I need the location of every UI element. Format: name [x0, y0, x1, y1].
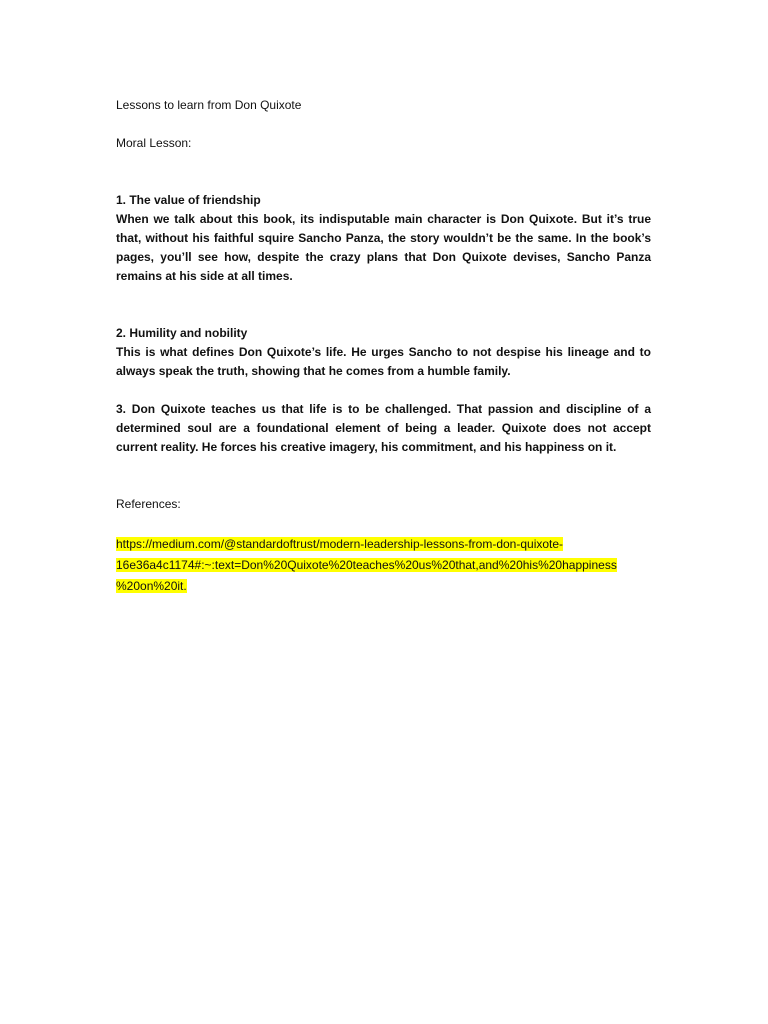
section-body-humility: This is what defines Don Quixote’s life. He urges Sancho to not despise his lineage and to always speak the truth, showing that he comes from a humble family. — [116, 345, 651, 378]
moral-lesson-label: Moral Lesson: — [116, 136, 192, 150]
reference-link[interactable] — [116, 534, 651, 597]
spacer — [116, 457, 651, 495]
document-page — [116, 96, 651, 597]
section-body-challenge: 3. Don Quixote teaches us that life is to be challenged. That passion and discipline of a determined soul are a foundational element of being a leader. Quixote does not accept current reality. He forces his creative imagery, his commitment, and his happiness on it. — [116, 402, 651, 454]
reference-link-line-2[interactable]: 16e36a4c1174#:~:text=Don%20Quixote%20teaches%20us%20that,and%20his%20happiness — [116, 558, 617, 572]
spacer — [116, 514, 651, 534]
spacer — [116, 115, 651, 134]
reference-link-line-1[interactable]: https://medium.com/@standardoftrust/modern-leadership-lessons-from-don-quixote- — [116, 537, 564, 551]
spacer — [116, 286, 651, 324]
section-heading-humility: 2. Humility and nobility — [116, 326, 248, 340]
reference-link-line-3[interactable]: %20on%20it. — [116, 579, 187, 593]
document-title: Lessons to learn from Don Quixote — [116, 98, 302, 112]
spacer — [116, 153, 651, 191]
section-heading-friendship: 1. The value of friendship — [116, 193, 261, 207]
spacer — [116, 381, 651, 400]
references-label: References: — [116, 497, 181, 511]
section-body-friendship: When we talk about this book, its indisputable main character is Don Quixote. But it’s true that, without his faithful squire Sancho Panza, the story wouldn’t be the same. In the book’s pages, you’ll see how, despite the crazy plans that Don Quixote devises, Sancho Panza remains at his side at all times. — [116, 212, 651, 283]
